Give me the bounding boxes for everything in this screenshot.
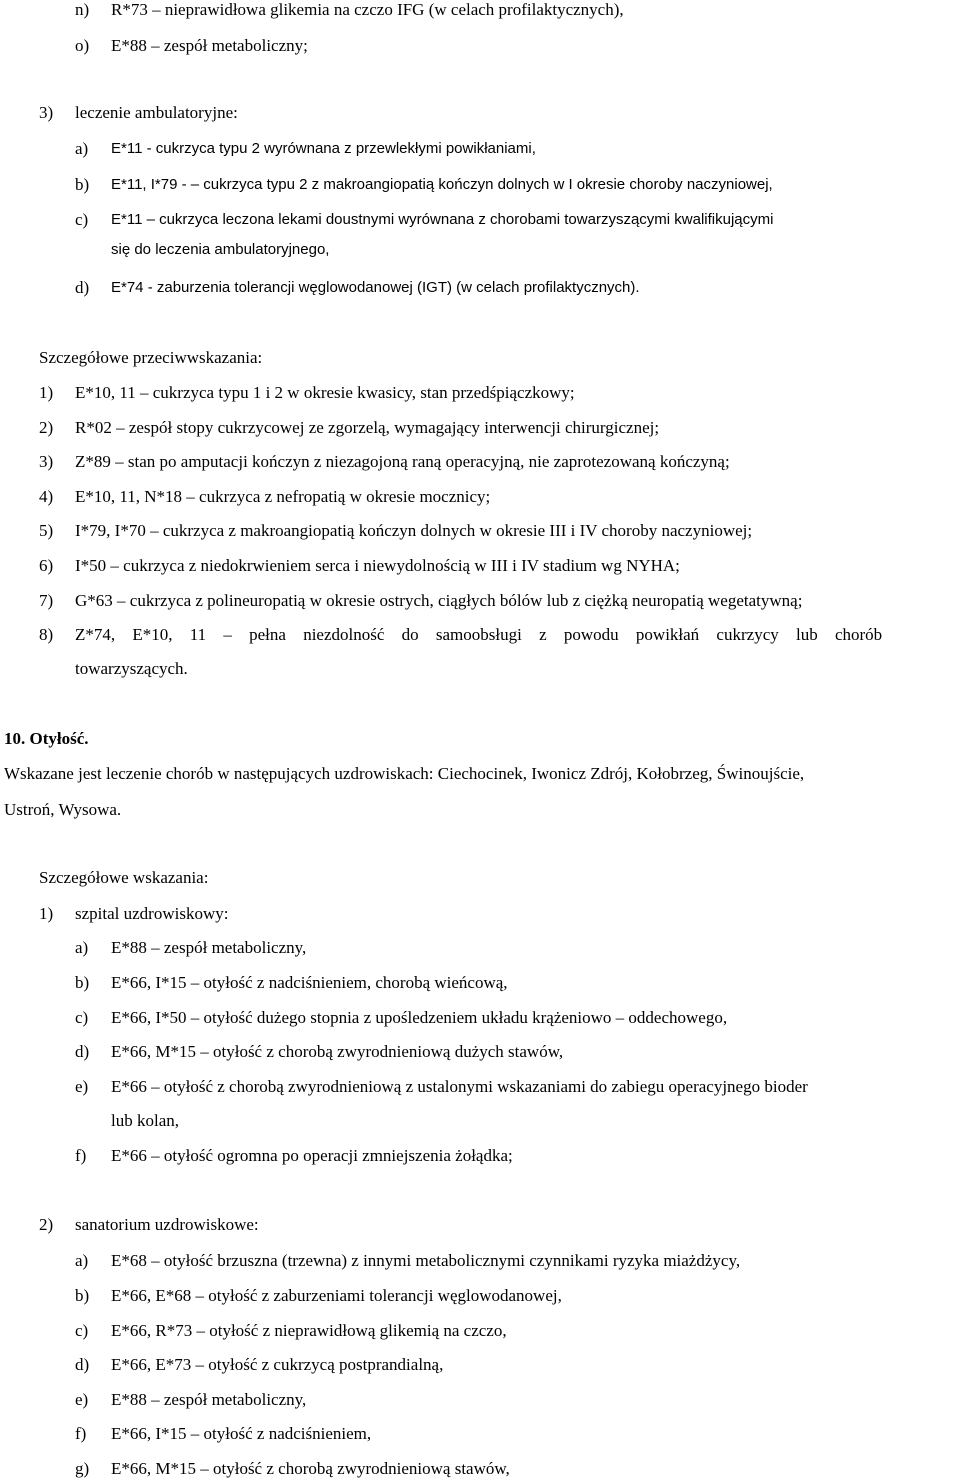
item-text: E*66, I*50 – otyłość dużego stopnia z upośledzeniem układu krążeniowo – oddechowego, <box>111 1008 728 1027</box>
item-text: E*11, I*79 - – cukrzyca typu 2 z makroangiopatią kończyn dolnych w I okresie choroby naczyniowej, <box>111 176 773 193</box>
item-label: a) <box>75 1251 89 1270</box>
item-text: Z*74, E*10, 11 – pełna niezdolność do samoobsługi z powodu powikłań cukrzycy lub chorób <box>75 625 883 644</box>
contraindications-title: Szczegółowe przeciwwskazania: <box>39 348 263 367</box>
item-text: E*88 – zespół metaboliczny, <box>111 938 307 957</box>
item-label: 5) <box>39 521 54 540</box>
item-label: 2) <box>39 418 54 437</box>
item-text: E*66 – otyłość ogromna po operacji zmniejszenia żołądka; <box>111 1146 513 1165</box>
item-text: E*10, 11 – cukrzyca typu 1 i 2 w okresie kwasicy, stan przedśpiączkowy; <box>75 383 575 402</box>
heading-number: 1) <box>39 904 54 923</box>
item-text-continuation: towarzyszących. <box>75 659 188 678</box>
item-text: E*74 - zaburzenia tolerancji węglowodanowej (IGT) (w celach profilaktycznych). <box>111 279 640 296</box>
item-label: d) <box>75 278 90 297</box>
item-text-continuation: lub kolan, <box>111 1111 179 1130</box>
item-text: E*66, I*15 – otyłość z nadciśnieniem, <box>111 1424 372 1443</box>
item-text: E*66, E*68 – otyłość z zaburzeniami tolerancji węglowodanowej, <box>111 1286 562 1305</box>
item-text: R*73 – nieprawidłowa glikemia na czczo IFG (w celach profilaktycznych), <box>111 0 624 19</box>
item-text-continuation: się do leczenia ambulatoryjnego, <box>111 241 330 258</box>
intro-paragraph-line: Ustroń, Wysowa. <box>4 800 122 819</box>
item-text: E*66, M*15 – otyłość z chorobą zwyrodnieniową dużych stawów, <box>111 1042 564 1061</box>
item-text: R*02 – zespół stopy cukrzycowej ze zgorzelą, wymagający interwencji chirurgicznej; <box>75 418 660 437</box>
item-text: I*79, I*70 – cukrzyca z makroangiopatią kończyn dolnych w okresie III i IV choroby naczyniowej; <box>75 521 753 540</box>
item-text: E*66, I*15 – otyłość z nadciśnieniem, chorobą wieńcową, <box>111 973 508 992</box>
heading-number: 2) <box>39 1215 54 1234</box>
item-label: 7) <box>39 591 54 610</box>
item-text: E*66 – otyłość z chorobą zwyrodnieniową z ustalonymi wskazaniami do zabiegu operacyjnego bioder <box>111 1077 808 1096</box>
section-heading: 10. Otyłość. <box>4 729 89 748</box>
heading-number: 3) <box>39 103 54 122</box>
item-text: I*50 – cukrzyca z niedokrwieniem serca i niewydolnością w III i IV stadium wg NYHA; <box>75 556 680 575</box>
item-label: d) <box>75 1042 90 1061</box>
item-label: f) <box>75 1146 87 1165</box>
item-text: E*11 – cukrzyca leczona lekami doustnymi wyrównana z chorobami towarzyszącymi kwalifikującymi <box>111 211 774 228</box>
item-label: a) <box>75 938 89 957</box>
item-label: e) <box>75 1390 89 1409</box>
item-text: E*88 – zespół metaboliczny; <box>111 36 308 55</box>
item-text: Z*89 – stan po amputacji kończyn z niezagojoną raną operacyjną, nie zaprotezowaną kończyną; <box>75 452 730 471</box>
item-text: G*63 – cukrzyca z polineuropatią w okresie ostrych, ciągłych bólów lub z ciężką neuropatią wegetatywną; <box>75 591 803 610</box>
heading-text: sanatorium uzdrowiskowe: <box>75 1215 259 1234</box>
item-text: E*66, M*15 – otyłość z chorobą zwyrodnieniową stawów, <box>111 1459 510 1478</box>
item-label: o) <box>75 36 90 55</box>
item-label: 6) <box>39 556 54 575</box>
item-text: E*68 – otyłość brzuszna (trzewna) z innymi metabolicznymi czynnikami ryzyka miażdżycy, <box>111 1251 741 1270</box>
heading-text: szpital uzdrowiskowy: <box>75 904 229 923</box>
item-label: 3) <box>39 452 54 471</box>
intro-paragraph-line: Wskazane jest leczenie chorób w następujących uzdrowiskach: Ciechocinek, Iwonicz Zdrój, Kołobrzeg, Świnoujście, <box>4 764 805 783</box>
item-label: c) <box>75 210 89 229</box>
item-label: f) <box>75 1424 87 1443</box>
item-text: E*11 - cukrzyca typu 2 wyrównana z przewlekłymi powikłaniami, <box>111 140 536 157</box>
item-label: 8) <box>39 625 54 644</box>
item-label: e) <box>75 1077 89 1096</box>
item-text: E*88 – zespół metaboliczny, <box>111 1390 307 1409</box>
item-label: d) <box>75 1355 90 1374</box>
item-label: c) <box>75 1321 89 1340</box>
item-label: a) <box>75 139 89 158</box>
indications-title: Szczegółowe wskazania: <box>39 868 209 887</box>
item-label: c) <box>75 1008 89 1027</box>
item-label: 4) <box>39 487 54 506</box>
item-label: n) <box>75 0 90 19</box>
item-label: b) <box>75 175 90 194</box>
item-label: 1) <box>39 383 54 402</box>
heading-text: leczenie ambulatoryjne: <box>75 103 238 122</box>
item-label: b) <box>75 973 90 992</box>
item-text: E*10, 11, N*18 – cukrzyca z nefropatią w okresie mocznicy; <box>75 487 491 506</box>
item-label: b) <box>75 1286 90 1305</box>
item-text: E*66, R*73 – otyłość z nieprawidłową glikemią na czczo, <box>111 1321 507 1340</box>
item-text: E*66, E*73 – otyłość z cukrzycą postprandialną, <box>111 1355 444 1374</box>
item-label: g) <box>75 1459 90 1478</box>
